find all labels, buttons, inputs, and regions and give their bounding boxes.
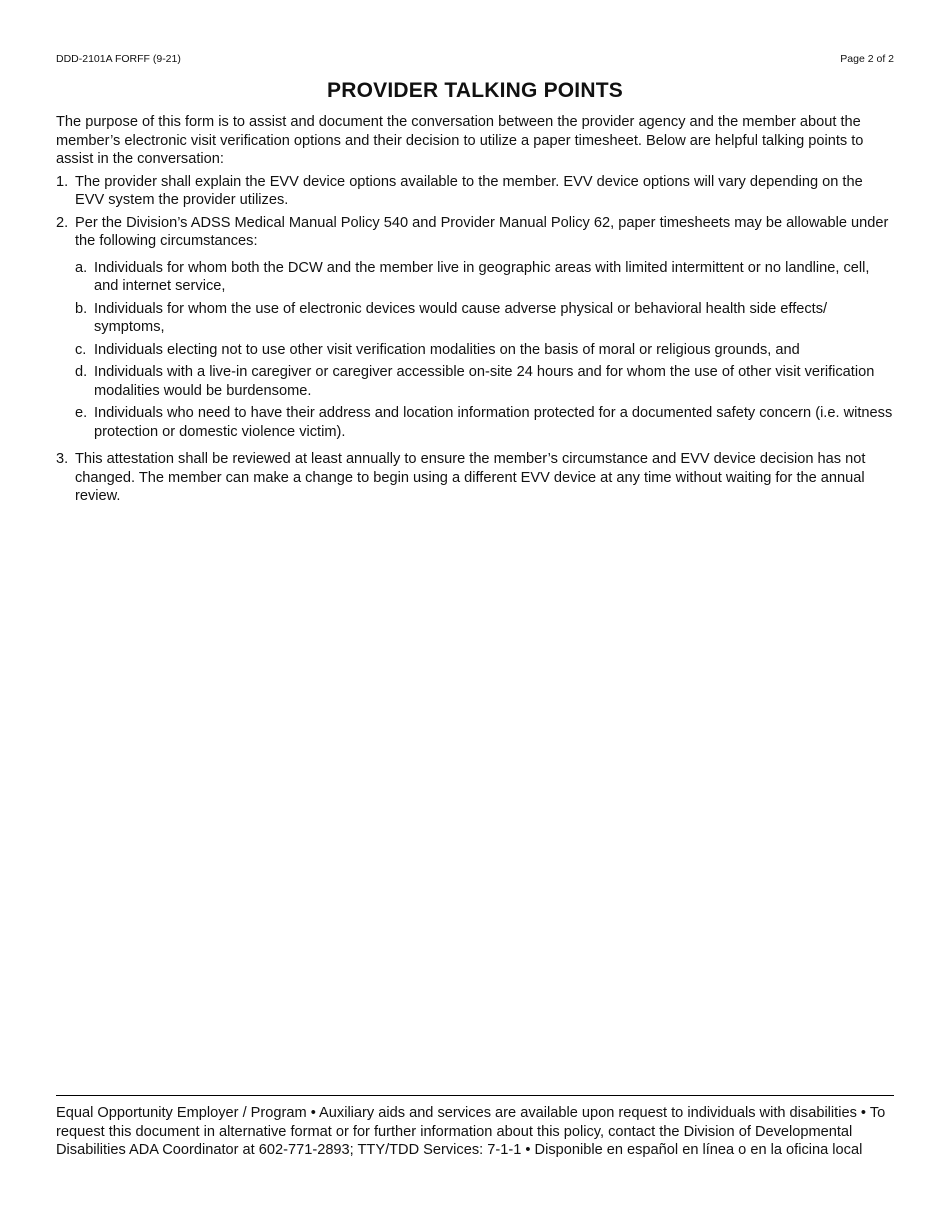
list-marker: 3. [56,451,69,467]
talking-point-text: The provider shall explain the EVV device options available to the member. EVV device options will vary depending on the EVV system the provider utilizes. [75,173,863,208]
intro-paragraph: The purpose of this form is to assist and document the conversation between the provider agency and the member about the member’s electronic visit verification options and their decision to utilize a paper timesheet. Below are helpful talking points to assist in the conversation: [56,114,864,167]
talking-point-text: Per the Division’s ADSS Medical Manual Policy 540 and Provider Manual Policy 62, paper timesheets may be allowable under the following circumstances: [75,214,889,249]
circumstance-text: Individuals for whom both the DCW and the member live in geographic areas with limited intermittent or no landline, cell, and internet service, [94,259,870,294]
document-body [56,113,894,510]
list-marker: 2. [56,214,69,231]
circumstance-text: Individuals for whom the use of electronic devices would cause adverse physical or behavioral health side effects/ symptoms, [94,300,828,335]
circumstance-text: Individuals electing not to use other visit verification modalities on the basis of moral or religious grounds, and [94,341,800,358]
circumstances-list [75,259,894,442]
circumstance-text: Individuals who need to have their address and location information protected for a documented safety concern (i.e. witness protection or domestic violence victim). [94,405,893,440]
list-marker: c. [75,341,87,358]
list-marker: a. [75,259,88,276]
circumstance-text: Individuals with a live-in caregiver or caregiver accessible on-site 24 hours and for whom the use of other visit verification modalities would be burdensome. [94,364,875,399]
talking-point-3 [56,450,894,506]
circumstance-b [75,300,894,337]
list-marker: e. [75,405,88,421]
talking-point-1 [56,173,894,210]
circumstance-a [75,259,894,296]
talking-points-list [56,173,894,506]
talking-point-text: This attestation shall be reviewed at least annually to ensure the member’s circumstance and EVV device decision has not changed. The member can make a change to begin using a different EVV device at any time without waiting for the annual review. [75,451,866,504]
page-title: PROVIDER TALKING POINTS [327,79,623,102]
list-marker: d. [75,364,88,380]
form-id: DDD-2101A FORFF (9-21) [56,53,181,65]
list-marker: 1. [56,173,69,190]
list-marker: b. [75,300,88,317]
circumstance-d [75,363,894,400]
circumstance-c [75,341,894,360]
document-page [56,0,894,1230]
circumstance-e [75,404,894,441]
page-number: Page 2 of 2 [840,53,894,65]
page-header [56,53,894,67]
talking-point-2 [56,214,894,442]
page-footer: Equal Opportunity Employer / Program • Auxiliary aids and services are available upon request to individuals with disabilities • To request this document in alternative format or for further information about this policy, contact the Division of Developmental Disabilities ADA Coordinator at 602-771-2893; TTY/TDD Services: 7-1-1 • Disponible en español en línea o en la oficina local [56,1095,894,1160]
